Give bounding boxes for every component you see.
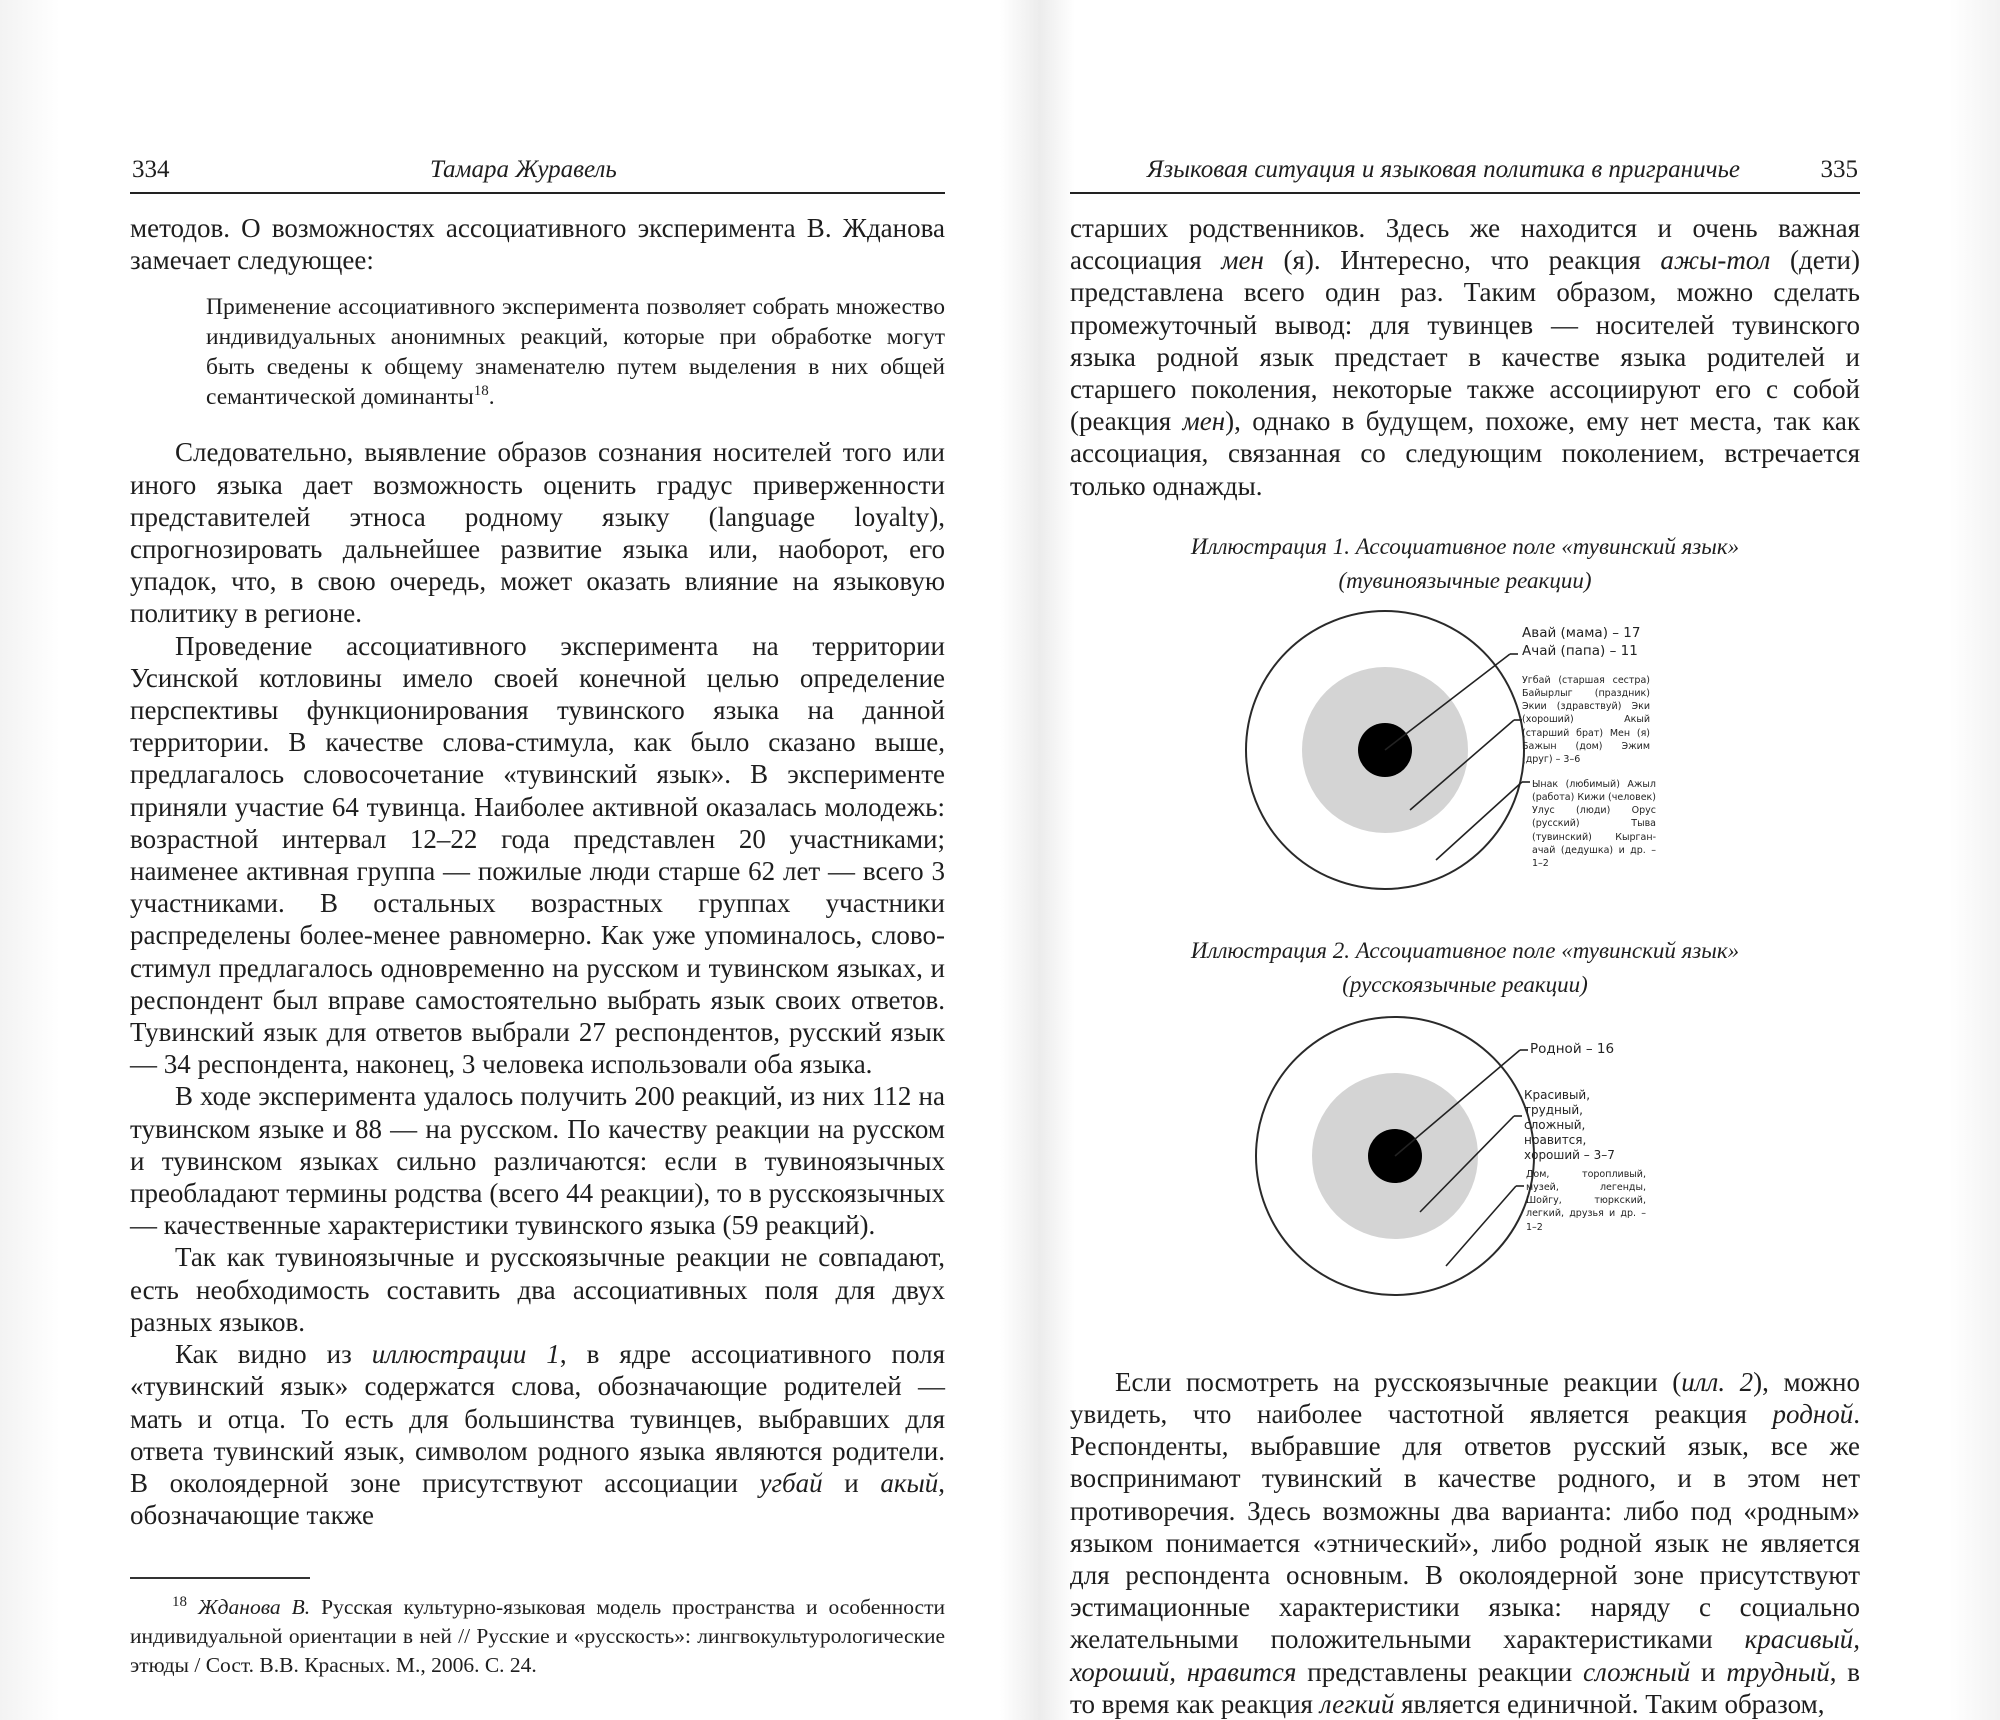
right-running-title: Языковая ситуация и языковая политика в приграничье xyxy=(1146,156,1740,183)
right-page xyxy=(1070,150,1860,1720)
left-page-number: 334 xyxy=(132,156,170,183)
paragraph-2: Проведение ассоциативного эксперимента на территории Усинской котловины имело своей конечной целью определение перспективы функционирования тувинского языка на данной территории. В качестве слова-стимула, как было сказано выше, предлагалось словосочетание «тувинский язык». В эксперименте приняли участие 64 тувинца. Наиболее активной оказалась молодежь: возрастной интервал 12–22 года представлен 20 участниками; наименее активная группа — пожилые люди старше 62 лет — всего 3 участниками. В остальных возрастных группах участники распределены более-менее равномерно. Как уже упоминалось, слово-стимул предлагалось одновременно на русском и тувинском языках, и респондент был вправе самостоятельно выбрать язык своих ответов. Тувинский язык для ответов выбрали 27 респондентов, русский язык — 34 респондента, наконец, 3 человека использовали оба языка. xyxy=(130,630,945,1080)
footnote-divider xyxy=(130,1577,310,1579)
figure-1-diagram xyxy=(1070,610,1860,890)
figure-2-svg xyxy=(1070,1016,1860,1296)
b-part-b: ), можно увидеть, что наиболее частотной является реакция xyxy=(1070,1366,1861,1430)
right-running-head xyxy=(1070,150,1860,194)
b-part-g: является единичной. Таким образом, xyxy=(1394,1688,1825,1719)
b-part-e: и xyxy=(1690,1656,1727,1687)
right-top-paragraph xyxy=(1070,212,1860,502)
fig2-label-outer: Дом, торопливый, музей, легенды, Шойгу, тюркский, легкий, друзья и др. – 1–2 xyxy=(1526,1168,1646,1233)
paragraph-4: Так как тувиноязычные и русскоязычные реакции не совпадают, есть необходимость составить два ассоциативных поля для двух разных языков. xyxy=(130,1242,945,1337)
footnote-text: Русская культурно-языковая модель пространства и особенности индивидуальной ориентации в ней // Русские и «русскость»: лингвокультурологические этюды / Сост. В.В. Красных. М., 2006. С. 24. xyxy=(130,1595,945,1678)
fig2-label-core: Родной – 16 xyxy=(1530,1040,1615,1057)
term-men: мен xyxy=(1221,245,1264,276)
fig1-label-outer: Ынак (любимый) Ажыл (работа) Кижи (человек) Улус (люди) Орус (русский) Тыва (тувинский) Кырган-ачай (дедушка) и др. – 1–2 xyxy=(1532,778,1656,870)
right-body-text xyxy=(1070,212,1860,1720)
figure-1-svg xyxy=(1070,610,1860,890)
p5-part-b: , в ядре ассоциативного поля «тувинский язык» содержатся слова, обозначающие родителей — мать и отца. То есть для большинства тувинцев, выбравших для ответа тувинский язык, символом родного языка являются родители. В околоядерной зоне присутствуют ассоциации xyxy=(130,1339,945,1498)
figure-2-caption-line-1: Иллюстрация 2. Ассоциативное поле «тувинский язык» xyxy=(1190,937,1740,963)
b-part-c: . Респонденты, выбравшие для ответов русский язык, все же воспринимают тувинский в качестве родного, и в этом нет противоречия. Здесь возможны два варианта: либо под «родным» языком понимается «этнический», либо родной язык не является для респондента основным. В околоядерной зоне присутствуют эстимационные характеристики языка: наряду с социально желательными положительными характеристиками xyxy=(1070,1399,1860,1655)
fig1-label-core-1: Авай (мама) – 17 xyxy=(1522,624,1641,641)
p5-part-a: Как видно из xyxy=(175,1339,372,1370)
b-term-trudnyi: трудный xyxy=(1726,1656,1830,1687)
top-part-a: старших родственников. Здесь же находится и очень важная ассоциация xyxy=(1070,213,1860,276)
b-part-a: Если посмотреть на русскоязычные реакции ( xyxy=(1115,1366,1682,1397)
term-azhy-tol: ажы-тол xyxy=(1660,245,1771,276)
p5-part-c: и xyxy=(822,1467,881,1498)
left-running-head xyxy=(130,150,945,194)
figure-2 xyxy=(1070,934,1860,1296)
top-part-d: ), однако в будущем, похоже, ему нет места, так как ассоциация, связанная со следующим поколением, встречается только однажды. xyxy=(1070,406,1860,501)
term-men-2: мен xyxy=(1182,406,1226,437)
paragraph-3: В ходе эксперимента удалось получить 200 реакций, из них 112 на тувинском языке и 88 — на русском. По качеству реакции на русском и тувинском языках сильно различаются: если в тувиноязычных преобладают термины родства (всего 44 реакции), то в русскоязычных — качественные характеристики тувинского языка (59 реакций). xyxy=(130,1081,945,1241)
left-page xyxy=(130,150,945,1680)
fig1-label-core xyxy=(1522,624,1672,660)
b-term-legkii: легкий xyxy=(1319,1688,1395,1719)
p5-illustration-ref: иллюстрации 1 xyxy=(371,1339,560,1370)
b-part-f: , в то время как реакция xyxy=(1070,1656,1861,1719)
b-part-d: представлены реакции xyxy=(1296,1656,1583,1687)
footnote-author: Жданова В. xyxy=(197,1595,311,1620)
top-part-b: (я). Интересно, что реакция xyxy=(1263,245,1661,276)
b-terms-positive: красивый, хороший, нравится xyxy=(1070,1624,1860,1687)
left-running-title: Тамара Журавель xyxy=(430,156,617,183)
paragraph-5 xyxy=(130,1338,945,1531)
quote-footnote-ref[interactable]: 18 xyxy=(473,383,489,400)
p5-term-ugbai: угбай xyxy=(759,1467,823,1498)
p5-part-d: , обозначающие также xyxy=(130,1467,945,1531)
figure-1 xyxy=(1070,530,1860,890)
p5-term-akyi: акый xyxy=(880,1467,939,1498)
quote-text: Применение ассоциативного эксперимента позволяет собрать множество индивидуальных анонимных реакций, которые при обработке могут быть сведены к общему знаменателю путем выделения в них общей семантической доминанты xyxy=(206,294,945,411)
figure-1-caption-line-1: Иллюстрация 1. Ассоциативное поле «тувинский язык» xyxy=(1190,533,1740,559)
footnote xyxy=(130,1593,945,1680)
block-quote: Применение ассоциативного эксперимента позволяет собрать множество индивидуальных анонимных реакций, которые при обработке могут быть сведены к общему знаменателю путем выделения в них общей семантической доминанты$^{18}$. xyxy=(206,294,945,411)
fig2-label-mid: Красивый, трудный, сложный, нравится, хороший – 3–7 xyxy=(1524,1087,1615,1162)
figure-1-caption-line-2: (тувиноязычные реакции) xyxy=(1338,567,1592,593)
b-ill-ref: илл. 2 xyxy=(1681,1366,1754,1397)
top-part-c: (дети) представлена всего один раз. Таким образом, можно сделать промежуточный вывод: для тувинцев — носителей тувинского языка родной язык предстает в качестве языка родителей и старшего поколения, некоторые также ассоциируют его с собой (реакция xyxy=(1070,245,1860,437)
b-term-rodnoi: родной xyxy=(1772,1399,1854,1430)
b-term-slozhnyi: сложный xyxy=(1583,1656,1691,1687)
fig1-label-mid: Угбай (старшая сестра) Байырлыг (праздник) Экии (здравствуй) Эки (хороший) Акый (старший брат) Мен (я) Бажын (дом) Эжим (друг) – 3–6 xyxy=(1522,674,1650,766)
fig1-label-core-2: Ачай (папа) – 11 xyxy=(1522,642,1638,659)
footnote-number: 18 xyxy=(172,1594,187,1611)
paragraph-1: Следовательно, выявление образов сознания носителей того или иного языка дает возможность оценить градус приверженности представителей этноса родному языку (language loyalty), спрогнозировать дальнейшее развитие языка или, наоборот, его упадок, что, в свою очередь, может оказать влияние на языковую политику в регионе. xyxy=(130,437,945,629)
figure-2-caption-line-2: (русскоязычные реакции) xyxy=(1342,971,1588,997)
right-page-number: 335 xyxy=(1820,156,1858,183)
left-body-text xyxy=(130,212,945,1680)
figure-2-diagram xyxy=(1070,1016,1860,1296)
right-bottom-paragraph xyxy=(1070,1366,1860,1720)
intro-paragraph: методов. О возможностях ассоциативного эксперимента В. Жданова замечает следующее: xyxy=(130,213,945,276)
